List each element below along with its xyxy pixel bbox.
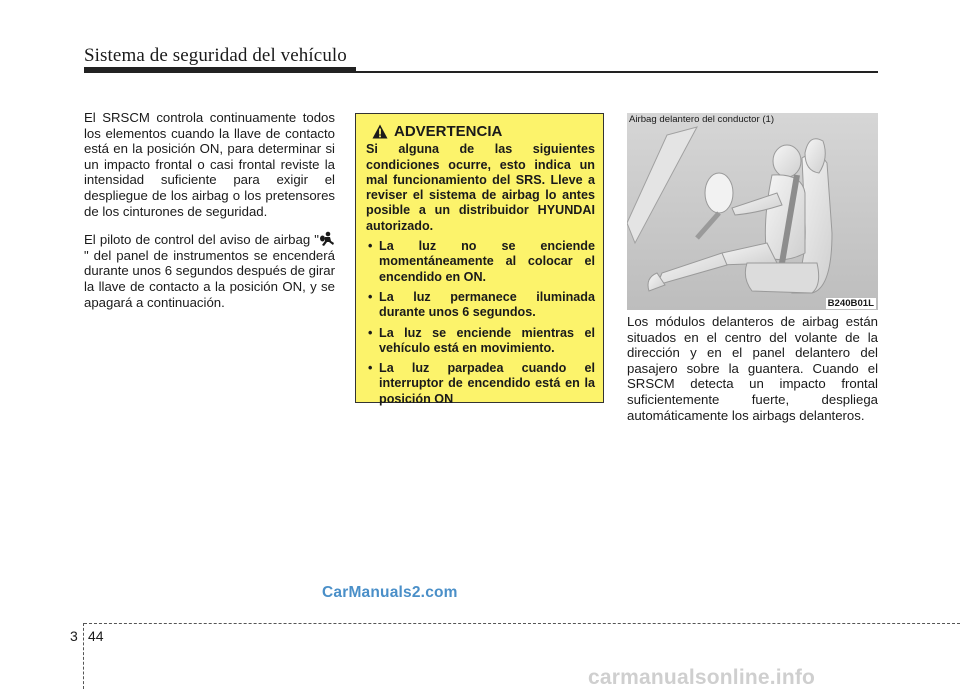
footer-rule	[84, 623, 960, 624]
paragraph-airbag-warning-light	[84, 231, 335, 310]
warning-list-item: • La luz parpadea cuando el interruptor de encendido está en la posición ON	[366, 361, 595, 407]
right-column	[627, 314, 878, 435]
paragraph-airbag-modules: Los módulos delanteros de airbag están situados en el centro del volante de la dirección y en el panel delantero del pasajero sobre la guantera. Cuando el SRSCM detecta un impacto frontal suficientemente fuerte, despliega automáticamente los airbags delanteros.	[627, 314, 878, 423]
figure-caption: Airbag delantero del conductor (1)	[629, 114, 775, 125]
warning-list-item: • La luz se enciende mientras el vehículo está en movimiento.	[366, 326, 595, 357]
warning-header	[366, 124, 595, 139]
warning-box	[355, 113, 604, 406]
warning-triangle-icon	[372, 124, 388, 139]
warning-intro: Si alguna de las siguientes condiciones ocurre, esto indica un mal funcionamiento del SRS. Lleve a reviser el sistema de airbag lo antes posible a un distribuidor HYUNDAI autorizado.	[366, 142, 595, 233]
chapter-number: 3	[70, 628, 78, 644]
warning-list-item: • La luz no se enciende momentáneamente al colocar el encendido en ON.	[366, 239, 595, 285]
warning-title: ADVERTENCIA	[394, 123, 503, 140]
figure-code: B240B01L	[827, 298, 874, 309]
paragraph-srscm-monitor: El SRSCM controla continuamente todos los elementos cuando la llave de contacto está en la posición ON, para determinar si un impacto frontal o casi frontal reviste la intensidad suficiente para exigir el despliegue de los airbag o los pretensores de los cinturones de seguridad.	[84, 110, 335, 219]
page-number: 44	[88, 628, 104, 644]
section-title: Sistema de seguridad del vehículo	[84, 45, 347, 66]
warning-list-item: • La luz permanece iluminada durante unos 6 segundos.	[366, 290, 595, 321]
left-column	[84, 110, 335, 322]
footer-divider	[83, 623, 84, 689]
header-rule	[84, 71, 878, 73]
watermark-footer-link[interactable]: carmanualsonline.info	[588, 666, 816, 689]
driver-airbag-illustration	[627, 113, 878, 310]
airbag-warning-icon	[319, 231, 335, 247]
driver-seated-airbag-drawing	[627, 113, 878, 310]
paragraph-text-end: " del panel de instrumentos se encenderá durante unos 6 segundos después de girar la llave de contacto a la posición ON, y se apagará a continuación.	[84, 247, 335, 310]
watermark-link[interactable]: CarManuals2.com	[322, 584, 458, 601]
paragraph-text-start: El piloto de control del aviso de airbag "	[84, 232, 319, 248]
warning-list	[366, 239, 595, 407]
